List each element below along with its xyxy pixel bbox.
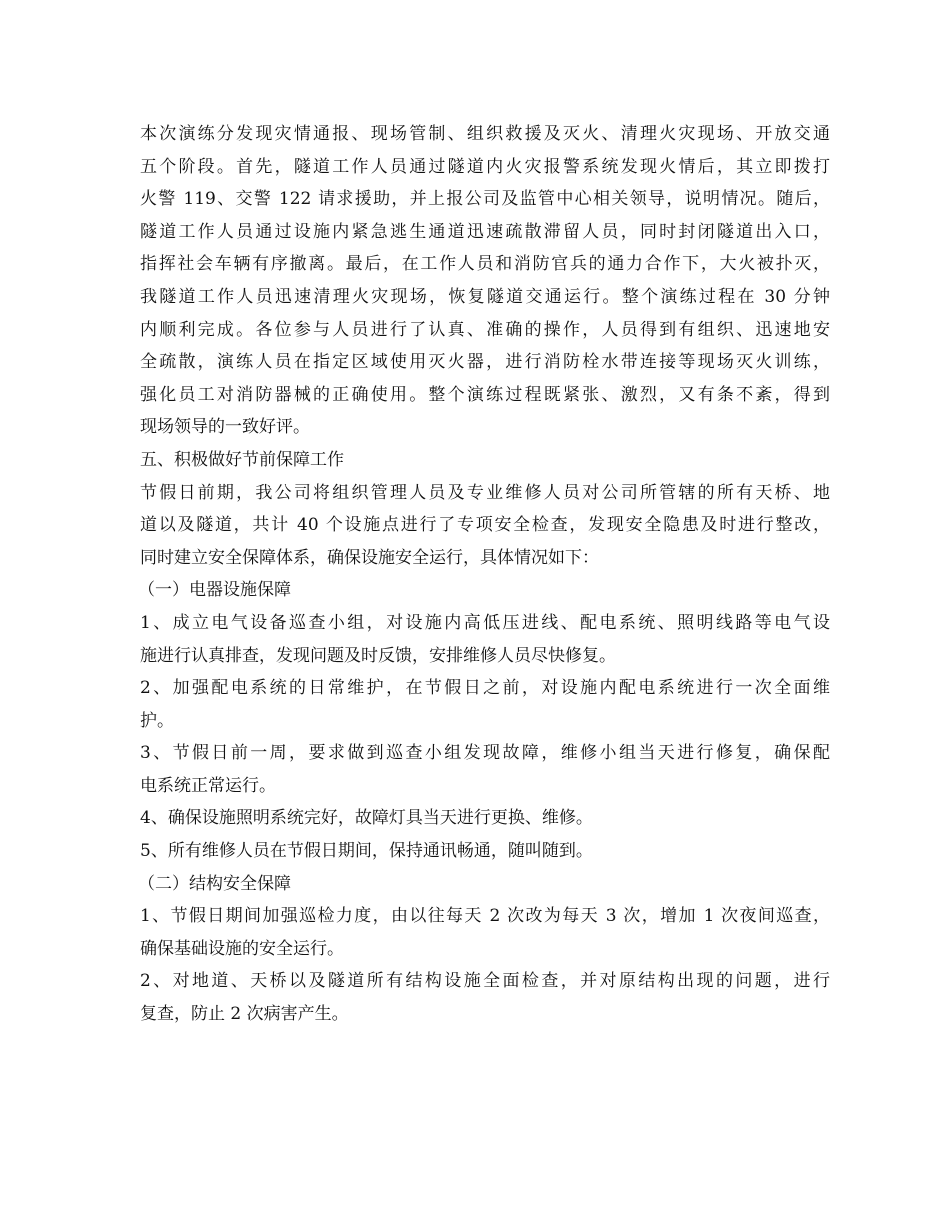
paragraph-line: 同时建立安全保障体系，确保设施安全运行，具体情况如下： [140,547,599,568]
subsection-heading: （一）电器设施保障 [138,580,291,601]
list-item-line: 施进行认真排查，发现问题及时反馈，安排维修人员尽快修复。 [140,645,616,666]
list-item-line: 复查，防止 2 次病害产生。 [140,1004,349,1025]
list-item-line: 5、所有维修人员在节假日期间，保持通讯畅通，随叫随到。 [140,841,593,862]
list-item-line: 电系统正常运行。 [140,775,276,796]
list-item-line: 确保基础设施的安全运行。 [140,938,344,959]
paragraph-line: 节假日前期，我公司将组织管理人员及专业维修人员对公司所管辖的所有天桥、地 [140,482,830,503]
paragraph-line: 我隧道工作人员迅速清理火灾现场，恢复隧道交通运行。整个演练过程在 30 分钟 [140,286,830,307]
paragraph-line: 五个阶段。首先，隧道工作人员通过隧道内火灾报警系统发现火情后，其立即拨打 [140,156,830,177]
list-item-line: 2、对地道、天桥以及隧道所有结构设施全面检查，并对原结构出现的问题，进行 [140,971,830,992]
paragraph-line: 全疏散，演练人员在指定区域使用灭火器，进行消防栓水带连接等现场灭火训练， [140,352,830,373]
list-item-line: 4、确保设施照明系统完好，故障灯具当天进行更换、维修。 [140,808,593,829]
list-item-line: 1、成立电气设备巡查小组，对设施内高低压进线、配电系统、照明线路等电气设 [140,612,830,633]
document-body [140,118,830,1031]
list-item-line: 3、节假日前一周，要求做到巡查小组发现故障，维修小组当天进行修复，确保配 [140,743,830,764]
section-heading: 五、积极做好节前保障工作 [140,449,344,470]
paragraph-line: 强化员工对消防器械的正确使用。整个演练过程既紧张、激烈，又有条不紊，得到 [140,384,830,405]
list-item-line: 1、节假日期间加强巡检力度，由以往每天 2 次改为每天 3 次，增加 1 次夜间巡查， [140,906,830,927]
paragraph-line: 隧道工作人员通过设施内紧急逃生通道迅速疏散滞留人员，同时封闭隧道出入口， [140,221,830,242]
list-item-line: 2、加强配电系统的日常维护，在节假日之前，对设施内配电系统进行一次全面维 [140,678,830,699]
paragraph-line: 指挥社会车辆有序撤离。最后，在工作人员和消防官兵的通力合作下，大火被扑灭， [140,254,830,275]
paragraph-line: 道以及隧道，共计 40 个设施点进行了专项安全检查，发现安全隐患及时进行整改， [140,515,830,536]
list-item-line: 护。 [140,710,174,731]
subsection-heading: （二）结构安全保障 [138,873,291,894]
paragraph-line: 现场领导的一致好评。 [140,417,310,438]
paragraph-line: 本次演练分发现灾情通报、现场管制、组织救援及灭火、清理火灾现场、开放交通 [140,124,830,144]
paragraph-line: 火警 119、交警 122 请求援助，并上报公司及监管中心相关领导，说明情况。随后， [140,189,830,210]
paragraph-line: 内顺利完成。各位参与人员进行了认真、准确的操作，人员得到有组织、迅速地安 [140,319,830,340]
